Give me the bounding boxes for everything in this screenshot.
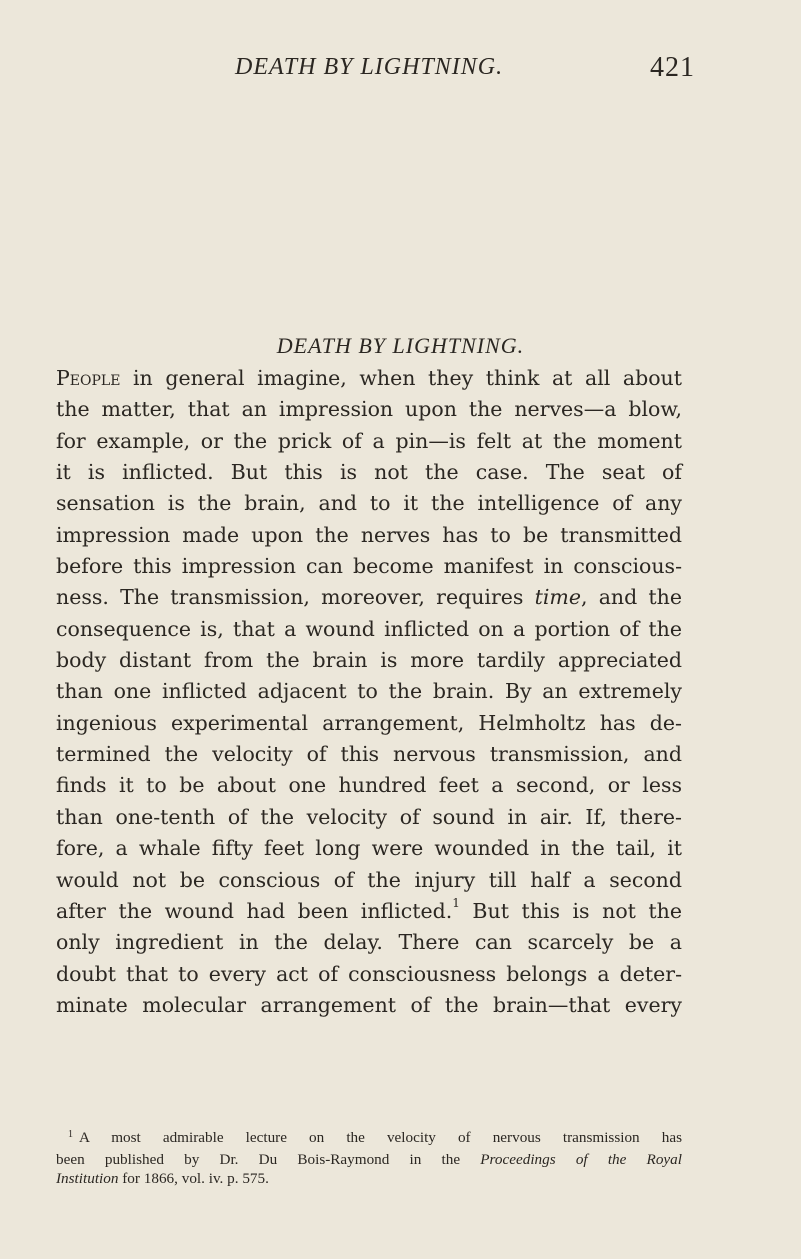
body-line: ness. The transmission, moreover, requires time, and the xyxy=(56,585,683,610)
body-line: it is inflicted. But this is not the case. The seat of xyxy=(56,460,682,485)
first-word: People xyxy=(56,366,121,390)
article-title: DEATH BY LIGHTNING. xyxy=(276,333,525,358)
body-line: minate molecular arrangement of the brain—that every xyxy=(56,992,682,1017)
body-line: than one-tenth of the velocity of sound in air. If, there- xyxy=(56,804,682,829)
journal-title-cont: Institution xyxy=(56,1170,119,1187)
body-line: sensation is the brain, and to it the intelligence of any xyxy=(56,491,682,516)
italic-word: time xyxy=(534,585,581,610)
body-line: termined the velocity of this nervous transmission, and xyxy=(56,742,682,767)
footnote-line: Institution for 1866, vol. iv. p. 575. xyxy=(56,1170,269,1187)
body-line: only ingredient in the delay. There can scarcely be a xyxy=(56,930,682,955)
body-line: would not be conscious of the injury till half a second xyxy=(56,867,682,892)
footnote-reference: 1 xyxy=(452,896,460,911)
body-line: ingenious experimental arrangement, Helmholtz has de- xyxy=(56,710,682,735)
footnote xyxy=(56,1128,682,1189)
body-line: fore, a whale fifty feet long were wounded in the tail, it xyxy=(56,836,682,861)
body-line: People in general imagine, when they think at all about xyxy=(56,366,682,390)
running-title: DEATH BY LIGHTNING. xyxy=(235,54,504,80)
body-line: before this impression can become manifest in conscious- xyxy=(56,554,682,579)
footnote-line: been published by Dr. Du Bois-Raymond in the Proceedings of the Royal xyxy=(56,1150,682,1168)
body-line: body distant from the brain is more tardily appreciated xyxy=(56,648,682,673)
body-line: the matter, that an impression upon the nerves—a blow, xyxy=(56,397,682,422)
footnote-line: $^1$ A most admirable lecture on the velocity of nervous transmission has xyxy=(68,1129,682,1146)
page-number: 421 xyxy=(650,52,695,83)
body-line: finds it to be about one hundred feet a second, or less xyxy=(56,773,682,798)
body-line: after the wound had been inflicted.$^1$ But this is not the xyxy=(56,896,682,923)
footnote-mark: 1 xyxy=(68,1129,73,1140)
body-line: doubt that to every act of consciousness belongs a deter- xyxy=(56,961,682,986)
body-line: impression made upon the nerves has to be transmitted xyxy=(56,522,682,547)
body-paragraph xyxy=(56,363,682,1021)
journal-title: Proceedings of the Royal xyxy=(480,1150,682,1168)
body-line: than one inflicted adjacent to the brain. By an extremely xyxy=(56,679,682,704)
body-line: consequence is, that a wound inflicted on a portion of the xyxy=(56,616,682,641)
body-line: for example, or the prick of a pin—is felt at the moment xyxy=(56,428,682,453)
